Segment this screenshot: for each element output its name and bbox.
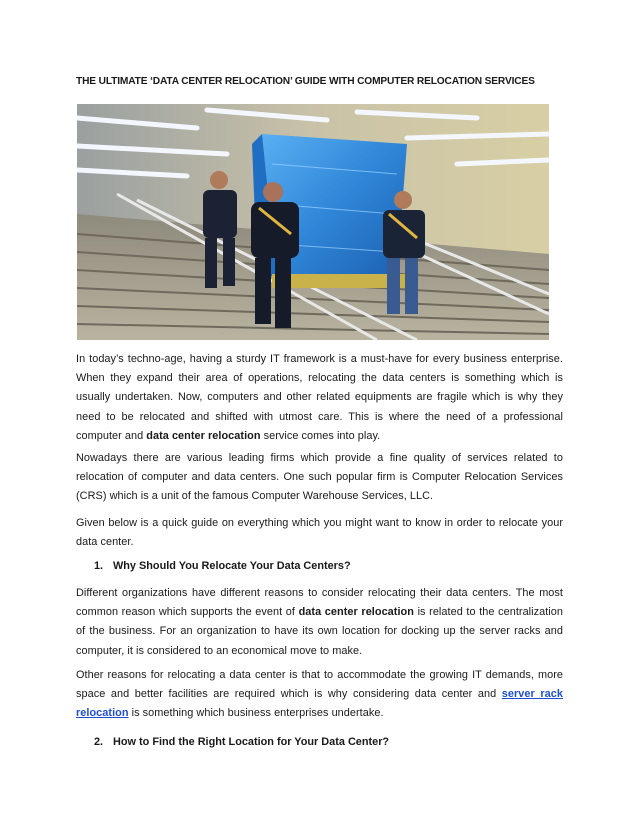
document-title: THE ULTIMATE ‘DATA CENTER RELOCATION’ GUIDE WITH COMPUTER RELOCATION SERVICES [76,76,535,87]
paragraph-intro-bold: data center relocation [146,429,261,442]
heading-1-number: 1. [94,560,104,572]
heading-why-relocate [94,557,554,576]
paragraph-other-reasons [76,666,563,724]
paragraph-reasons-bold: data center relocation [298,606,414,619]
paragraph-reasons [76,584,563,661]
paragraph-other-text-b: is something which business enterprises undertake. [128,707,384,720]
heading-find-location [94,733,554,752]
heading-2-text: How to Find the Right Location for Your Data Center? [113,736,390,748]
movers-stairs-photo [77,104,549,340]
paragraph-other-text-a: Other reasons for relocating a data center is that to accommodate the growing IT demands, more space and better facilities are required which is why considering data center and [76,669,563,701]
paragraph-intro [76,350,563,446]
paragraph-reasons-text-a: Different organizations have different reasons to consider relocating their data centers. The most common reason which supports the event of [76,587,563,619]
paragraph-guide-intro: Given below is a quick guide on everything which you might want to know in order to relocate your data center. [76,517,563,549]
paragraph-reasons-text-b: is related to the centralization of the business. For an organization to have its own location for docking up the server racks and computer, it is considered to an economical move to make. [76,606,563,657]
photo-illustration [77,104,549,340]
paragraph-firms: Nowadays there are various leading firms which provide a fine quality of services related to relocation of computer and data centers. One such popular firm is Computer Relocation Services (CRS) which is a unit of the famous Computer Warehouse Services, LLC. [76,452,563,503]
heading-1-text: Why Should You Relocate Your Data Centers? [113,560,351,572]
paragraph-intro-text-a: In today’s techno-age, having a sturdy IT framework is a must-have for every business enterprise. When they expand their area of operations, relocating the data centers is something which is usually undertaken. Now, computers and other related equipments are fragile which is why they need to be relocated and shifted with utmost care. This is where the need of a professional computer and [76,353,563,442]
heading-2-number: 2. [94,736,104,748]
paragraph-intro-text-b: service comes into play. [260,429,381,442]
server-rack-relocation-link[interactable]: server rack relocation [76,688,563,720]
